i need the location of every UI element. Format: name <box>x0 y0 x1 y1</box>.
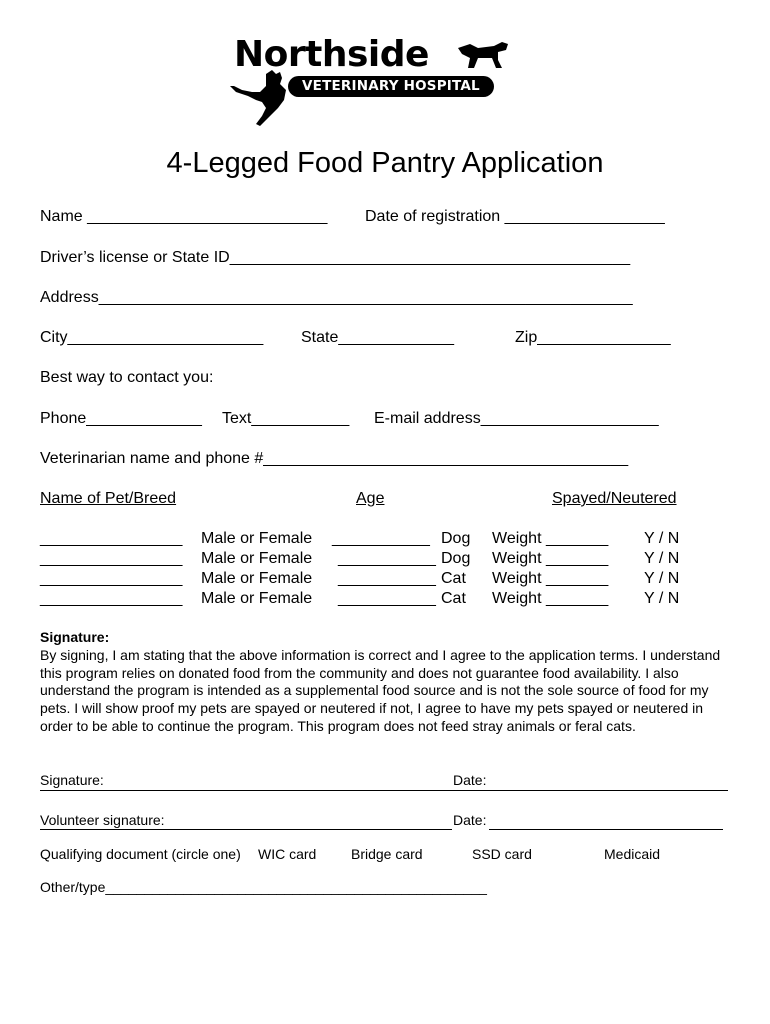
pet-name-blank[interactable]: ________________ <box>40 590 183 607</box>
date-label-2: Date: <box>453 812 487 828</box>
date-label-1: Date: <box>453 772 487 788</box>
email-field[interactable]: E-mail address____________________ <box>374 410 659 427</box>
veterinarian-field[interactable]: Veterinarian name and phone #_________________________________________ <box>40 450 629 467</box>
pet-spayed-yn[interactable]: Y / N <box>644 570 680 587</box>
state-field[interactable]: State_____________ <box>301 329 455 346</box>
address-field[interactable]: Address____________________________________________________________ <box>40 289 633 306</box>
agreement-section <box>40 629 732 736</box>
logo-name: Northside <box>234 34 429 75</box>
pet-age-header: Age <box>356 490 385 507</box>
pet-spayed-yn[interactable]: Y / N <box>644 550 680 567</box>
other-type-field[interactable]: Other/type_________________________________________________ <box>40 879 487 895</box>
pet-sex[interactable]: Male or Female <box>201 590 313 607</box>
pet-name-blank[interactable]: ________________ <box>40 530 183 547</box>
pet-weight[interactable]: Weight _______ <box>492 550 609 567</box>
pet-species: Dog <box>441 530 471 547</box>
option-wic-card[interactable]: WIC card <box>258 846 317 862</box>
pet-species: Cat <box>441 570 466 587</box>
volunteer-signature-label: Volunteer signature: <box>40 812 165 828</box>
pet-name-blank[interactable]: ________________ <box>40 570 183 587</box>
agreement-heading: Signature: <box>40 629 110 645</box>
best-way-to-contact-label: Best way to contact you: <box>40 369 214 386</box>
pet-weight[interactable]: Weight _______ <box>492 570 609 587</box>
qualifying-document-label: Qualifying document (circle one) <box>40 846 241 862</box>
pet-weight[interactable]: Weight _______ <box>492 530 609 547</box>
signature-line[interactable] <box>40 790 728 791</box>
date-of-registration-field[interactable]: Date of registration __________________ <box>365 208 665 225</box>
text-field[interactable]: Text___________ <box>222 410 350 427</box>
option-bridge-card[interactable]: Bridge card <box>351 846 423 862</box>
volunteer-signature-line[interactable] <box>40 829 452 830</box>
pet-species: Cat <box>441 590 466 607</box>
city-field[interactable]: City______________________ <box>40 329 264 346</box>
pet-species: Dog <box>441 550 471 567</box>
option-medicaid[interactable]: Medicaid <box>604 846 661 862</box>
pet-sex[interactable]: Male or Female <box>201 530 313 547</box>
northside-logo <box>226 34 526 130</box>
drivers-license-field[interactable]: Driver’s license or State ID_____________________________________________ <box>40 249 631 266</box>
logo-tagline: VETERINARY HOSPITAL <box>288 76 494 97</box>
zip-field[interactable]: Zip_______________ <box>515 329 671 346</box>
pet-spayed-yn[interactable]: Y / N <box>644 530 680 547</box>
agreement-text: By signing, I am stating that the above information is correct and I agree to the application terms. I understand this program relies on donated food from the community and does not guarantee food availability. I also understand the program is intended as a supplemental food source and is not the sole source of food for my pets. I will show proof my pets are spayed or neutered if not, I agree to have my pets spayed or neutered in order to be able to continue the program. This program does not feed stray animals or feral cats. <box>40 646 721 734</box>
page-title: 4-Legged Food Pantry Application <box>166 147 604 179</box>
volunteer-date-line[interactable] <box>489 829 723 830</box>
name-field[interactable]: Name ___________________________ <box>40 208 328 225</box>
pet-age-blank[interactable]: ___________ <box>338 590 436 607</box>
pet-sex[interactable]: Male or Female <box>201 550 313 567</box>
pet-spayed-yn[interactable]: Y / N <box>644 590 680 607</box>
pet-age-blank[interactable]: ___________ <box>338 550 436 567</box>
pet-age-blank[interactable]: ___________ <box>338 570 436 587</box>
pet-sex[interactable]: Male or Female <box>201 570 313 587</box>
phone-field[interactable]: Phone_____________ <box>40 410 202 427</box>
pet-weight[interactable]: Weight _______ <box>492 590 609 607</box>
signature-label: Signature: <box>40 772 104 788</box>
pet-spayed-header: Spayed/Neutered <box>552 490 677 507</box>
pet-name-blank[interactable]: ________________ <box>40 550 183 567</box>
option-ssd-card[interactable]: SSD card <box>472 846 532 862</box>
pet-age-blank[interactable]: ___________ <box>332 530 430 547</box>
pet-name-breed-header: Name of Pet/Breed <box>40 490 177 507</box>
